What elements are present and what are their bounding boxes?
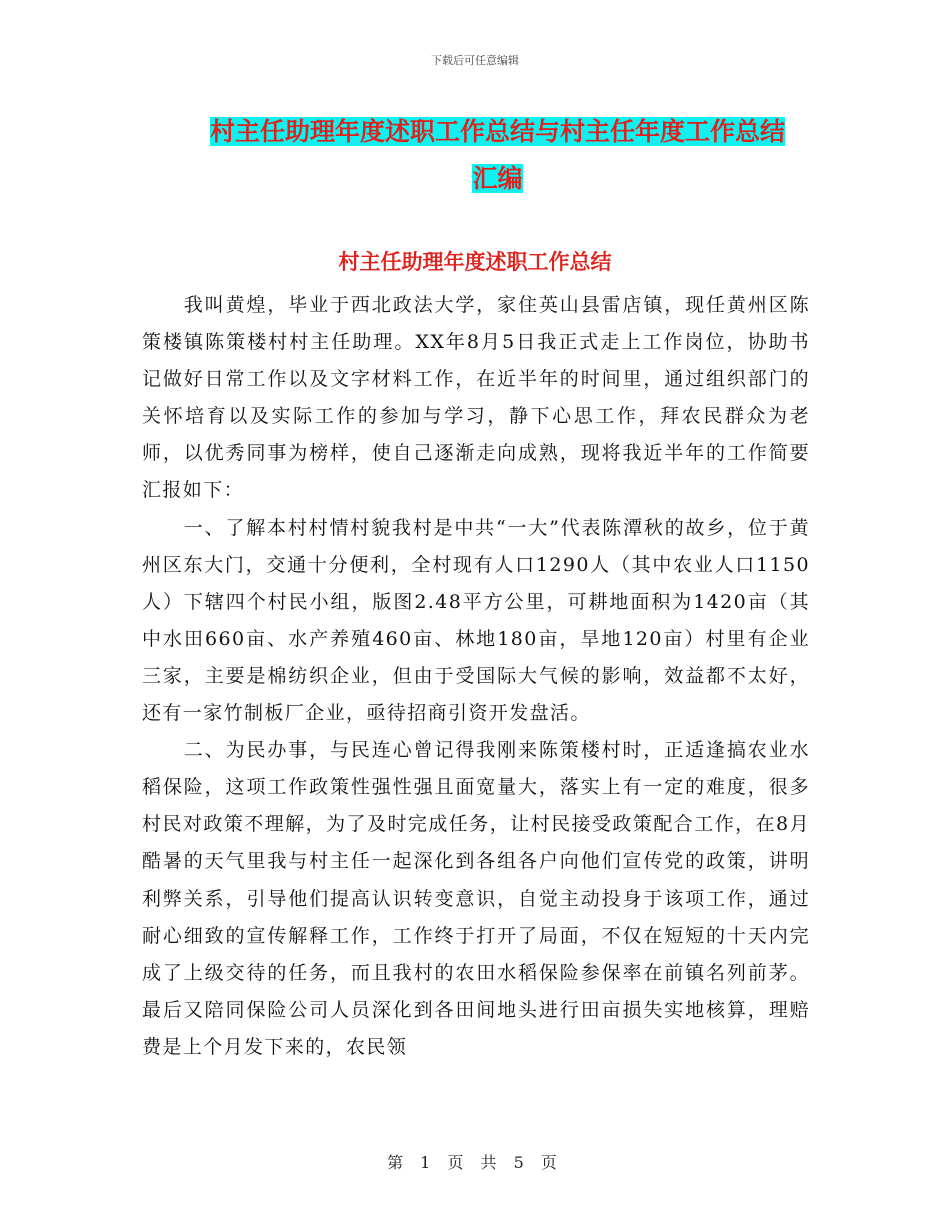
section-title: 村主任助理年度述职工作总结 <box>338 249 612 274</box>
body-paragraph-1: 我叫黄煌，毕业于西北政法大学，家住英山县雷店镇，现任黄州区陈策楼镇陈策楼村村主任助理。XX年8月5日我正式走上工作岗位，协助书记做好日常工作以及文字材料工作，在近半年的时间里，通过组织部门的关怀培育以及实际工作的参加与学习，静下心思工作，拜农民群众为老师，以优秀同事为榜样，使自己逐渐走向成熟，现将我近半年的工作简要汇报如下： <box>142 294 810 502</box>
body-paragraph-2: 一、了解本村村情村貌我村是中共“一大”代表陈潭秋的故乡，位于黄州区东大门，交通十分便利，全村现有人口1290人（其中农业人口1150人）下辖四个村民小组，版图2.48平方公里，可耕地面积为1420亩（其中水田660亩、水产养殖460亩、林地180亩，旱地120亩）村里有企业三家，主要是棉纺织企业，但由于受国际大气候的影响，效益都不太好，还有一家竹制板厂企业，亟待招商引资开发盘活。 <box>142 516 810 725</box>
page-number-footer: 第 1 页 共 5 页 <box>387 1153 563 1172</box>
document-body <box>142 287 810 1066</box>
document-title-line-1: 村主任助理年度述职工作总结与村主任年度工作总结 <box>209 117 785 146</box>
document-title-line-2: 汇编 <box>472 164 523 193</box>
document-title <box>120 108 875 202</box>
page-header-note: 下载后可任意编辑 <box>431 54 519 67</box>
body-paragraph-3: 二、为民办事，与民连心曾记得我刚来陈策楼村时，正适逢搞农业水稻保险，这项工作政策性强性强且面宽量大，落实上有一定的难度，很多村民对政策不理解，为了及时完成任务，让村民接受政策配合工作，在8月酷暑的天气里我与村主任一起深化到各组各户向他们宣传党的政策，讲明利弊关系，引导他们提高认识转变意识，自觉主动投身于该项工作，通过耐心细致的宣传解释工作，工作终于打开了局面，不仅在短短的十天内完成了上级交待的任务，而且我村的农田水稻保险参保率在前镇名列前茅。最后又陪同保险公司人员深化到各田间地头进行田亩损失实地核算，理赔费是上个月发下来的，农民领 <box>142 739 810 1058</box>
